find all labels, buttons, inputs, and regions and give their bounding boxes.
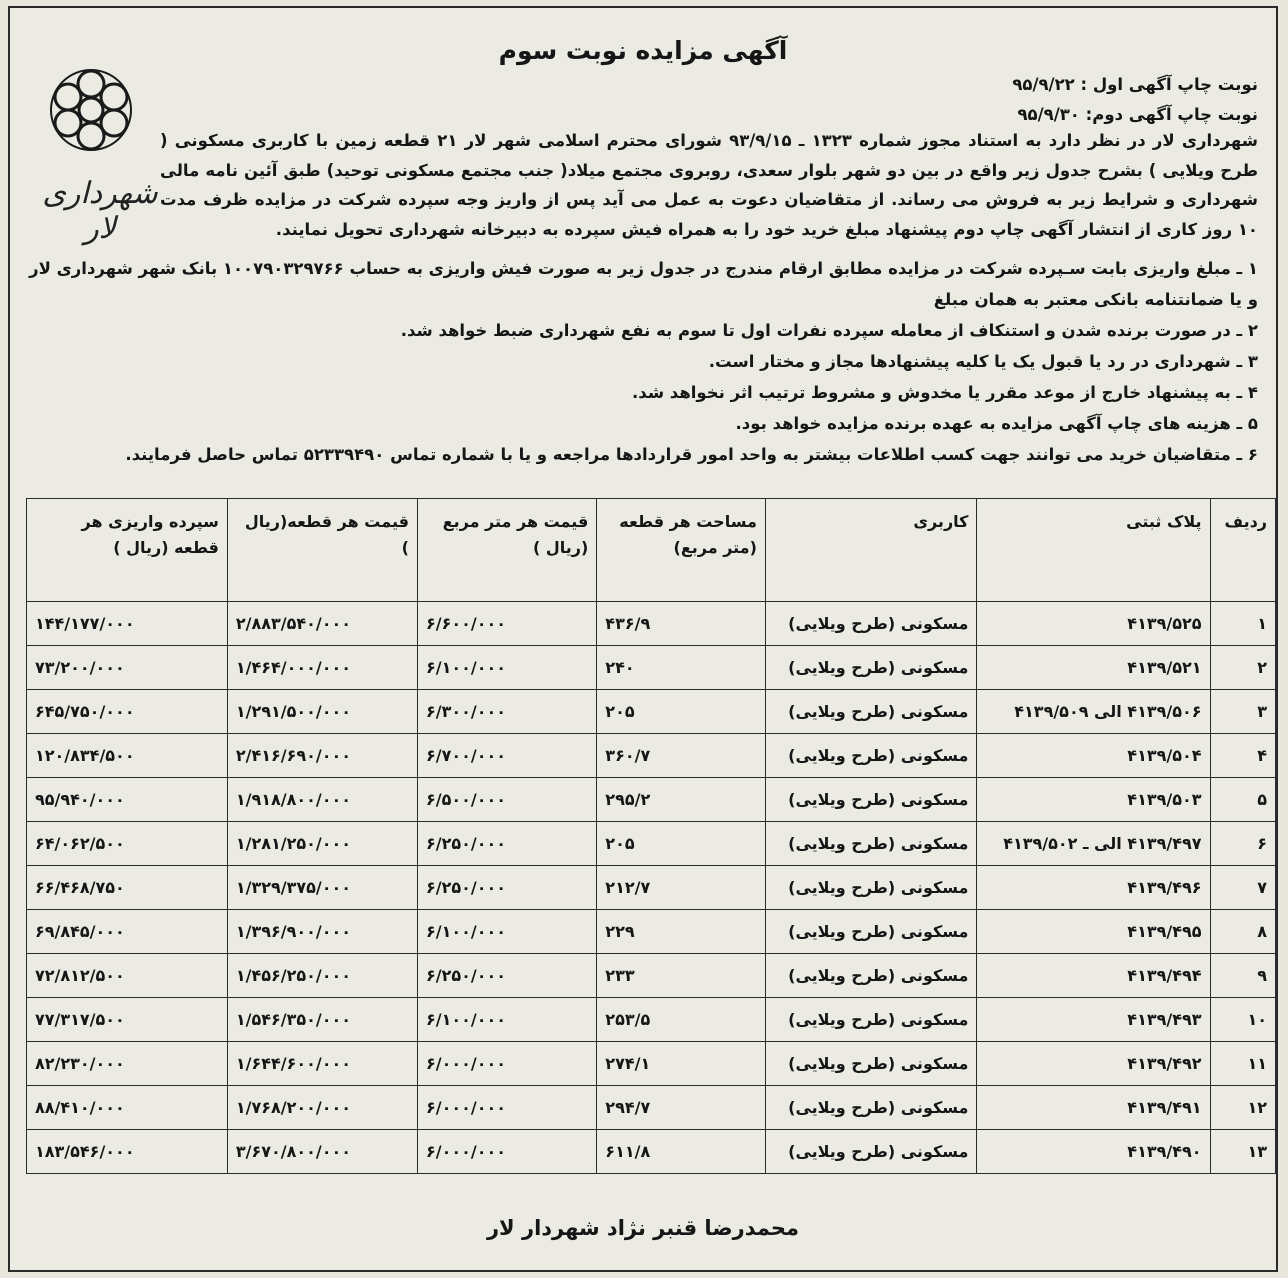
cell-row-index: ۷ bbox=[1210, 866, 1276, 910]
cell-row-index: ۱۳ bbox=[1210, 1130, 1276, 1174]
cell-deposit: ۶۶/۴۶۸/۷۵۰ bbox=[27, 866, 228, 910]
cell-price-per-lot: ۱/۶۴۴/۶۰۰/۰۰۰ bbox=[227, 1042, 417, 1086]
table-row bbox=[27, 734, 1276, 778]
cell-area: ۲۰۵ bbox=[597, 822, 766, 866]
cell-price-per-meter: ۶/۲۵۰/۰۰۰ bbox=[417, 822, 596, 866]
cell-price-per-lot: ۱/۳۲۹/۳۷۵/۰۰۰ bbox=[227, 866, 417, 910]
cell-plak: ۴۱۳۹/۵۰۶ الی ۴۱۳۹/۵۰۹ bbox=[977, 690, 1210, 734]
cell-area: ۶۱۱/۸ bbox=[597, 1130, 766, 1174]
cell-price-per-meter: ۶/۱۰۰/۰۰۰ bbox=[417, 646, 596, 690]
table-header-row bbox=[27, 499, 1276, 602]
header-price-per-lot: قیمت هر قطعه(ریال ) bbox=[227, 499, 417, 602]
cell-row-index: ۱۱ bbox=[1210, 1042, 1276, 1086]
table-row bbox=[27, 998, 1276, 1042]
cell-price-per-lot: ۱/۹۱۸/۸۰۰/۰۰۰ bbox=[227, 778, 417, 822]
table-row bbox=[27, 778, 1276, 822]
cell-usage: مسکونی (طرح ویلایی) bbox=[765, 822, 977, 866]
second-print-date: نوبت چاپ آگهی دوم: ۹۵/۹/۳۰ bbox=[1017, 105, 1258, 124]
cell-row-index: ۵ bbox=[1210, 778, 1276, 822]
cell-price-per-meter: ۶/۲۵۰/۰۰۰ bbox=[417, 866, 596, 910]
condition-item: ۳ ـ شهرداری در رد یا قبول یک یا کلیه پیشنهادها مجاز و مختار است. bbox=[708, 352, 1258, 371]
table-row bbox=[27, 954, 1276, 998]
cell-price-per-lot: ۱/۴۶۴/۰۰۰/۰۰۰ bbox=[227, 646, 417, 690]
cell-price-per-lot: ۳/۶۷۰/۸۰۰/۰۰۰ bbox=[227, 1130, 417, 1174]
cell-price-per-meter: ۶/۰۰۰/۰۰۰ bbox=[417, 1086, 596, 1130]
cell-deposit: ۷۷/۳۱۷/۵۰۰ bbox=[27, 998, 228, 1042]
cell-area: ۲۵۳/۵ bbox=[597, 998, 766, 1042]
cell-plak: ۴۱۳۹/۴۹۱ bbox=[977, 1086, 1210, 1130]
cell-usage: مسکونی (طرح ویلایی) bbox=[765, 1086, 977, 1130]
cell-deposit: ۶۴/۰۶۲/۵۰۰ bbox=[27, 822, 228, 866]
cell-usage: مسکونی (طرح ویلایی) bbox=[765, 602, 977, 646]
cell-usage: مسکونی (طرح ویلایی) bbox=[765, 1130, 977, 1174]
cell-plak: ۴۱۳۹/۴۹۶ bbox=[977, 866, 1210, 910]
cell-usage: مسکونی (طرح ویلایی) bbox=[765, 954, 977, 998]
cell-plak: ۴۱۳۹/۵۰۳ bbox=[977, 778, 1210, 822]
notice-page bbox=[8, 6, 1278, 1272]
cell-usage: مسکونی (طرح ویلایی) bbox=[765, 998, 977, 1042]
logo-text: شهرداری لار bbox=[42, 176, 158, 246]
cell-price-per-meter: ۶/۰۰۰/۰۰۰ bbox=[417, 1130, 596, 1174]
cell-plak: ۴۱۳۹/۴۹۷ الی ـ ۴۱۳۹/۵۰۲ bbox=[977, 822, 1210, 866]
cell-usage: مسکونی (طرح ویلایی) bbox=[765, 646, 977, 690]
header-row-index: ردیف bbox=[1210, 499, 1276, 602]
cell-deposit: ۸۲/۲۳۰/۰۰۰ bbox=[27, 1042, 228, 1086]
table-row bbox=[27, 602, 1276, 646]
cell-plak: ۴۱۳۹/۴۹۲ bbox=[977, 1042, 1210, 1086]
cell-row-index: ۴ bbox=[1210, 734, 1276, 778]
cell-row-index: ۱۰ bbox=[1210, 998, 1276, 1042]
cell-deposit: ۶۹/۸۴۵/۰۰۰ bbox=[27, 910, 228, 954]
cell-plak: ۴۱۳۹/۵۲۵ bbox=[977, 602, 1210, 646]
cell-price-per-meter: ۶/۵۰۰/۰۰۰ bbox=[417, 778, 596, 822]
condition-item: ۶ ـ متقاضیان خرید می توانند جهت کسب اطلاعات بیشتر به واحد امور قراردادها مراجعه و یا با شماره تماس ۵۲۳۳۹۴۹۰ تماس حاصل فرمایند. bbox=[125, 445, 1258, 464]
table-row bbox=[27, 1086, 1276, 1130]
logo bbox=[26, 58, 158, 246]
cell-row-index: ۸ bbox=[1210, 910, 1276, 954]
cell-price-per-lot: ۲/۸۸۳/۵۴۰/۰۰۰ bbox=[227, 602, 417, 646]
lots-table bbox=[26, 498, 1276, 1174]
header-usage: کاربری bbox=[765, 499, 977, 602]
cell-usage: مسکونی (طرح ویلایی) bbox=[765, 910, 977, 954]
cell-row-index: ۱۲ bbox=[1210, 1086, 1276, 1130]
cell-deposit: ۸۸/۴۱۰/۰۰۰ bbox=[27, 1086, 228, 1130]
notice-title: آگهی مزایده نوبت سوم bbox=[498, 36, 788, 65]
cell-area: ۲۹۵/۲ bbox=[597, 778, 766, 822]
cell-area: ۲۷۴/۱ bbox=[597, 1042, 766, 1086]
cell-row-index: ۱ bbox=[1210, 602, 1276, 646]
cell-plak: ۴۱۳۹/۵۲۱ bbox=[977, 646, 1210, 690]
cell-area: ۲۴۰ bbox=[597, 646, 766, 690]
cell-price-per-lot: ۱/۲۹۱/۵۰۰/۰۰۰ bbox=[227, 690, 417, 734]
conditions-list bbox=[28, 253, 1258, 470]
cell-price-per-meter: ۶/۶۰۰/۰۰۰ bbox=[417, 602, 596, 646]
cell-deposit: ۱۲۰/۸۳۴/۵۰۰ bbox=[27, 734, 228, 778]
cell-row-index: ۶ bbox=[1210, 822, 1276, 866]
cell-deposit: ۱۴۴/۱۷۷/۰۰۰ bbox=[27, 602, 228, 646]
cell-row-index: ۲ bbox=[1210, 646, 1276, 690]
cell-price-per-meter: ۶/۱۰۰/۰۰۰ bbox=[417, 910, 596, 954]
cell-usage: مسکونی (طرح ویلایی) bbox=[765, 866, 977, 910]
first-print-date: نوبت چاپ آگهی اول : ۹۵/۹/۲۲ bbox=[1012, 75, 1258, 94]
cell-row-index: ۹ bbox=[1210, 954, 1276, 998]
cell-deposit: ۷۳/۲۰۰/۰۰۰ bbox=[27, 646, 228, 690]
cell-usage: مسکونی (طرح ویلایی) bbox=[765, 690, 977, 734]
cell-area: ۴۳۶/۹ bbox=[597, 602, 766, 646]
cell-price-per-lot: ۱/۵۴۶/۳۵۰/۰۰۰ bbox=[227, 998, 417, 1042]
table-body bbox=[27, 602, 1276, 1174]
header-area: مساحت هر قطعه (متر مربع) bbox=[597, 499, 766, 602]
header-deposit: سپرده واریزی هر قطعه (ریال ) bbox=[27, 499, 228, 602]
cell-price-per-meter: ۶/۱۰۰/۰۰۰ bbox=[417, 998, 596, 1042]
cell-area: ۲۹۴/۷ bbox=[597, 1086, 766, 1130]
cell-area: ۲۲۹ bbox=[597, 910, 766, 954]
cell-area: ۳۶۰/۷ bbox=[597, 734, 766, 778]
cell-plak: ۴۱۳۹/۴۹۴ bbox=[977, 954, 1210, 998]
cell-deposit: ۷۲/۸۱۲/۵۰۰ bbox=[27, 954, 228, 998]
municipality-emblem-icon bbox=[26, 58, 156, 168]
cell-usage: مسکونی (طرح ویلایی) bbox=[765, 778, 977, 822]
cell-plak: ۴۱۳۹/۴۹۰ bbox=[977, 1130, 1210, 1174]
cell-deposit: ۱۸۳/۵۴۶/۰۰۰ bbox=[27, 1130, 228, 1174]
header-plak: پلاک ثبتی bbox=[977, 499, 1210, 602]
condition-item: ۱ ـ مبلغ واریزی بابت سـپرده شرکت در مزایده مطابق ارقام مندرج در جدول زیر به صورت فیش واریزی به حساب ۱۰۰۷۹۰۳۲۹۷۶۶ بانک شهر شهرداری لار و یا ضمانتنامه بانکی معتبر به همان مبلغ bbox=[29, 259, 1258, 309]
cell-price-per-meter: ۶/۲۵۰/۰۰۰ bbox=[417, 954, 596, 998]
table-row bbox=[27, 690, 1276, 734]
intro-paragraph: شهرداری لار در نظر دارد به استناد مجوز شماره ۱۳۲۳ ـ ۹۳/۹/۱۵ شورای محترم اسلامی شهر لار ۲۱ قطعه زمین با کاربری مسکونی ( طرح ویلایی ) بشرح جدول زیر واقع در بین دو شهر بلوار سعدی، روبروی مجتمع میلاد( جنب مجتمع مسکونی توحید) طبق آئین نامه مالی شهرداری و شرایط زیر به فروش می رساند. از متقاضیان دعوت به عمل می آید پس از واریز وجه سپرده شرکت در مزایده ظرف مدت ۱۰ روز کاری از انتشار آگهی چاپ دوم پیشنهاد مبلغ خرید خود را به همراه فیش سپرده به دبیرخانه شهرداری تحویل نمایند. bbox=[160, 131, 1258, 239]
signature: محمدرضا قنبر نژاد شهردار لار bbox=[486, 1216, 800, 1240]
cell-usage: مسکونی (طرح ویلایی) bbox=[765, 734, 977, 778]
condition-item: ۵ ـ هزینه های چاپ آگهی مزایده به عهده برنده مزایده خواهد بود. bbox=[735, 414, 1258, 433]
table-row bbox=[27, 910, 1276, 954]
table-row bbox=[27, 822, 1276, 866]
header-price-per-meter: قیمت هر متر مربع (ریال ) bbox=[417, 499, 596, 602]
cell-deposit: ۶۴۵/۷۵۰/۰۰۰ bbox=[27, 690, 228, 734]
cell-plak: ۴۱۳۹/۴۹۳ bbox=[977, 998, 1210, 1042]
condition-item: ۲ ـ در صورت برنده شدن و استنکاف از معامله سپرده نفرات اول تا سوم به نفع شهرداری ضبط خواهد شد. bbox=[400, 321, 1258, 340]
table-row bbox=[27, 1042, 1276, 1086]
cell-plak: ۴۱۳۹/۴۹۵ bbox=[977, 910, 1210, 954]
cell-area: ۲۳۳ bbox=[597, 954, 766, 998]
condition-item: ۴ ـ به پیشنهاد خارج از موعد مقرر یا مخدوش و مشروط ترتیب اثر نخواهد شد. bbox=[632, 383, 1258, 402]
cell-area: ۲۱۲/۷ bbox=[597, 866, 766, 910]
cell-deposit: ۹۵/۹۴۰/۰۰۰ bbox=[27, 778, 228, 822]
cell-price-per-meter: ۶/۳۰۰/۰۰۰ bbox=[417, 690, 596, 734]
cell-price-per-lot: ۱/۷۶۸/۲۰۰/۰۰۰ bbox=[227, 1086, 417, 1130]
cell-row-index: ۳ bbox=[1210, 690, 1276, 734]
cell-plak: ۴۱۳۹/۵۰۴ bbox=[977, 734, 1210, 778]
cell-price-per-meter: ۶/۷۰۰/۰۰۰ bbox=[417, 734, 596, 778]
cell-usage: مسکونی (طرح ویلایی) bbox=[765, 1042, 977, 1086]
cell-area: ۲۰۵ bbox=[597, 690, 766, 734]
table-row bbox=[27, 866, 1276, 910]
table-row bbox=[27, 646, 1276, 690]
cell-price-per-meter: ۶/۰۰۰/۰۰۰ bbox=[417, 1042, 596, 1086]
table-row bbox=[27, 1130, 1276, 1174]
print-dates bbox=[1012, 70, 1258, 130]
cell-price-per-lot: ۲/۴۱۶/۶۹۰/۰۰۰ bbox=[227, 734, 417, 778]
cell-price-per-lot: ۱/۲۸۱/۲۵۰/۰۰۰ bbox=[227, 822, 417, 866]
cell-price-per-lot: ۱/۳۹۶/۹۰۰/۰۰۰ bbox=[227, 910, 417, 954]
cell-price-per-lot: ۱/۴۵۶/۲۵۰/۰۰۰ bbox=[227, 954, 417, 998]
